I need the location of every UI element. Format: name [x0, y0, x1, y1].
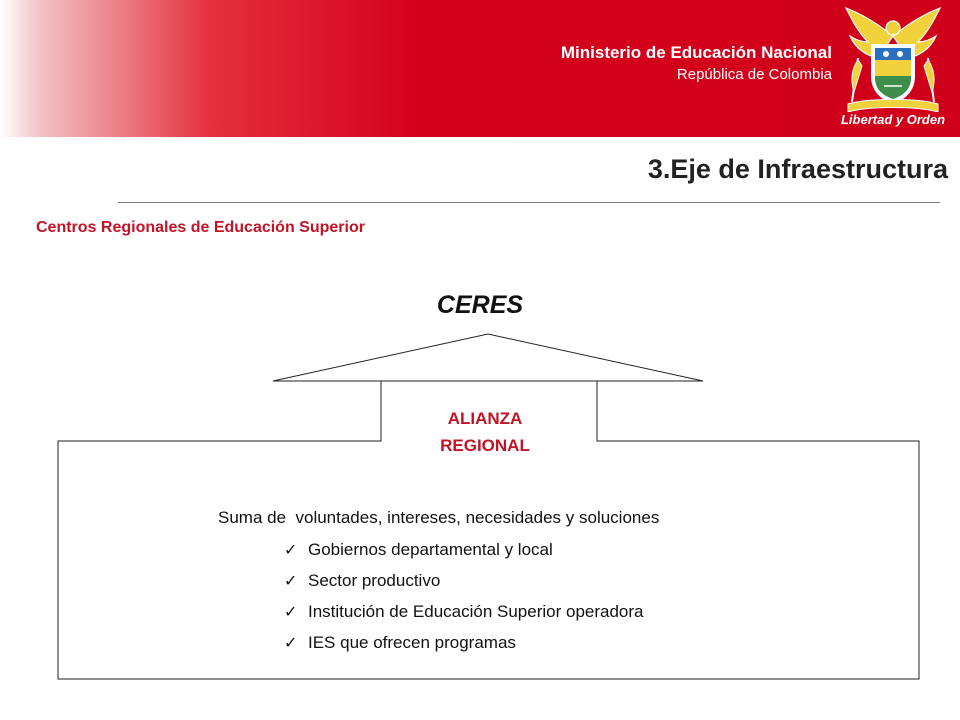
- list-item: [284, 597, 644, 628]
- list-item-text: Gobiernos departamental y local: [308, 540, 553, 559]
- country-name: República de Colombia: [676, 66, 832, 83]
- check-icon: ✓: [284, 542, 298, 559]
- list-item: [284, 566, 644, 597]
- alliance-line-1: ALIANZA: [447, 409, 523, 428]
- slide-title: 3.Eje de Infraestructura: [647, 154, 948, 184]
- check-icon: ✓: [284, 604, 298, 621]
- alliance-line-2: REGIONAL: [440, 436, 530, 455]
- check-icon: ✓: [284, 573, 298, 590]
- list-item: [284, 535, 644, 566]
- alliance-label: [400, 405, 570, 459]
- slide-subtitle: Centros Regionales de Educación Superior: [36, 219, 365, 236]
- crest-motto: Libertad y Orden: [840, 112, 946, 127]
- list-item-text: Institución de Educación Superior operadora: [308, 602, 644, 621]
- participants-list: [284, 535, 644, 659]
- list-item: [284, 628, 644, 659]
- ceres-roof: [273, 334, 703, 381]
- lead-text: Suma de voluntades, intereses, necesidades y soluciones: [218, 508, 660, 527]
- list-item-text: Sector productivo: [308, 571, 441, 590]
- check-icon: ✓: [284, 635, 298, 652]
- list-item-text: IES que ofrecen programas: [308, 633, 516, 652]
- ministry-name: Ministerio de Educación Nacional: [560, 43, 832, 62]
- ceres-label: CERES: [436, 291, 524, 319]
